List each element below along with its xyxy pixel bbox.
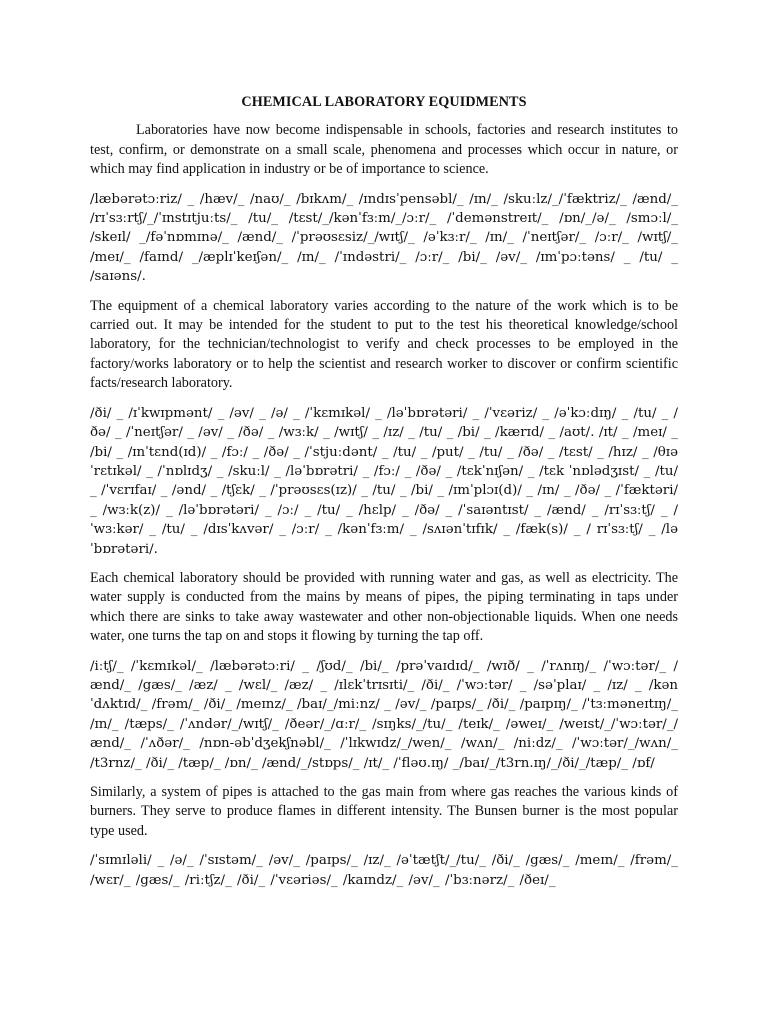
document-page	[90, 93, 678, 900]
document-title: CHEMICAL LABORATORY EQUIDMENTS	[241, 94, 527, 110]
paragraph-equipment: The equipment of a chemical laboratory varies according to the nature of the work which is to be carried out. It may be intended for the student to put to the test his theoretical knowledge/school laboratory, for the technician/technologist to verify and check processes to be employed in the factory/works laboratory or to help the scientist and research worker to discover or confirm scientific facts/research laboratory.	[90, 297, 678, 392]
paragraph-gas-pipes: Similarly, a system of pipes is attached to the gas main from where gas reaches the various kinds of burners. They serve to produce flames in different intensity. The Bunsen burner is the most popular type used.	[90, 784, 678, 839]
phonetic-transcription-water-gas: /iːtʃ/_ /ˈkɛmɪkəl/_ /læbərətɔːri/ _ /ʃʊd/_ /bi/_ /prəˈvaɪdɪd/_ /wɪð/ _ /ˈrʌnɪŋ/_ /ˈwɔːtər/_ /ænd/_ /gæs/_ /æz/ _ /wɛl/_ /æz/ _ /ɪlɛkˈtrɪsɪti/_ /ði/_ /ˈwɔːtər/ _ /səˈplaɪ/ _ /ɪz/ _ /kən ˈdʌktɪd/_ /frəm/_ /ði/_ /meɪnz/_ /baɪ/_/miːnz/ _ /əv/_ /paɪps/_ /ði/_ /paɪpɪŋ/_ /ˈtɜːməneɪtɪŋ/_ /ɪn/_ /tæps/_ /ˈʌndər/_/wɪtʃ/_ /ðeər/_/ɑːr/_ /sɪŋks/_/tu/_ /teɪk/_ /əweɪ/_ /weɪst/_/ˈwɔːtər/_/ænd/_ /ˈʌðər/_ /nɒn-əbˈdʒekʃnəbl/_ /ˈlɪkwɪdz/_/wen/_ /wʌn/_ /niːdz/_ /ˈwɔːtər/_/wʌn/_ /t3rnz/_ /ði/_ /tæp/_ /ɒn/_ /ænd/_/stɒps/_ /ɪt/_ /ˈfləʊ.ɪŋ/ _/baɪ/_/t3rn.ɪŋ/_/ði/_/tæp/_ /ɒf/	[90, 658, 678, 771]
phonetic-transcription-gas-pipes: /ˈsɪmɪləli/ _ /ə/_ /ˈsɪstəm/_ /əv/_ /paɪps/_ /ɪz/_ /əˈtætʃt/_/tu/_ /ði/_ /gæs/_ /meɪn/_ /frəm/_ /wɛr/_ /gæs/_ /riːtʃz/_ /ði/_ /ˈvɛəriəs/_ /kaɪndz/_ /əv/_ /ˈbɜːnərz/_ /ðeɪ/_	[90, 853, 678, 888]
phonetic-transcription-equipment: /ði/ _ /ɪˈkwɪpmənt/ _ /əv/ _ /ə/ _ /ˈkɛmɪkəl/ _ /ləˈbɒrətəri/ _ /ˈvɛəriz/ _ /əˈkɔːdɪŋ/ _ /tu/ _ /ðə/ _ /ˈneɪtʃər/ _ /əv/ _ /ðə/ _ /wɜːk/ _ /wɪtʃ/ _ /ɪz/ _ /tu/ _ /bi/ _ /kærɪd/ _ /aʊt/. /ɪt/ _ /meɪ/ _ /bi/ _ /ɪnˈtɛnd(ɪd)/ _ /fɔː/ _ /ðə/ _ /ˈstjuːdənt/ _ /tu/ _ /put/ _ /tu/ _ /ðə/ _ /tɛst/ _ /hɪz/ _ /θɪəˈrɛtɪkəl/ _ /ˈnɒlɪdʒ/ _ /skuːl/ _ /ləˈbɒrətri/ _ /fɔː/ _ /ðə/ _ /tɛkˈnɪʃən/ _ /tɛk ˈnɒlədʒɪst/ _ /tu/ _ /ˈvɛrɪfaɪ/ _ /ənd/ _ /tʃɛk/ _ /ˈprəʊsɛs(ɪz)/ _ /tu/ _ /bi/ _ /ɪmˈplɔɪ(d)/ _ /ɪn/ _ /ðə/ _ /ˈfæktəri/ _ /wɜːk(z)/ _ /ləˈbɒrətəri/ _ /ɔː/ _ /tu/ _ /hɛlp/ _ /ðə/ _ /ˈsaɪəntɪst/ _ /ænd/ _ /rɪˈsɜːtʃ/ _ /ˈwɜːkər/ _ /tu/ _ /dɪsˈkʌvər/ _ /ɔːr/ _ /kənˈfɜːm/ _ /sʌɪənˈtɪfɪk/ _ /fæk(s)/ _ / rɪˈsɜːtʃ/ _ /ləˈbɒrətəri/.	[90, 405, 678, 557]
paragraph-water-gas: Each chemical laboratory should be provided with running water and gas, as well as electricity. The water supply is conducted from the mains by means of pipes, the piping terminating in taps under which there are sinks to take away wastewater and other non-objectionable liquids. When one needs water, one turns the tap on and stops it flowing by turning the tap off.	[90, 569, 678, 645]
paragraph-intro: Laboratories have now become indispensable in schools, factories and research institutes to test, confirm, or demonstrate on a small scale, phenomena and processes which occur in nature, or which may find application in industry or be of importance to science.	[90, 122, 678, 178]
phonetic-transcription-intro: /læbərətɔːriz/ _ /hæv/_ /naʊ/_ /bɪkʌm/_ /ɪndɪsˈpensəbl/_ /ɪn/_ /skuːlz/_/ˈfæktriz/_ /ænd/_ /rɪˈsɜːrtʃ/_/ˈɪnstɪtjuːts/_ /tu/_ /tɛst/_/kənˈfɜːm/_/ɔːr/_ /ˈdemənstreɪt/_ /ɒn/_/ə/_ /smɔːl/_ /skeɪl/ _/fəˈnɒmɪnə/_ /ænd/_ /ˈprəʊsɛsiz/_/wɪtʃ/_ /əˈkɜːr/_ /ɪn/_ /ˈneɪtʃər/_ /ɔːr/_ /wɪtʃ/_ /meɪ/_ /faɪnd/ _/æplɪˈkeɪʃən/_ /ɪn/_ /ˈɪndəstri/_ /ɔːr/_ /bi/_ /əv/_ /ɪmˈpɔːtəns/ _ /tu/ _ /saɪəns/.	[90, 191, 678, 285]
